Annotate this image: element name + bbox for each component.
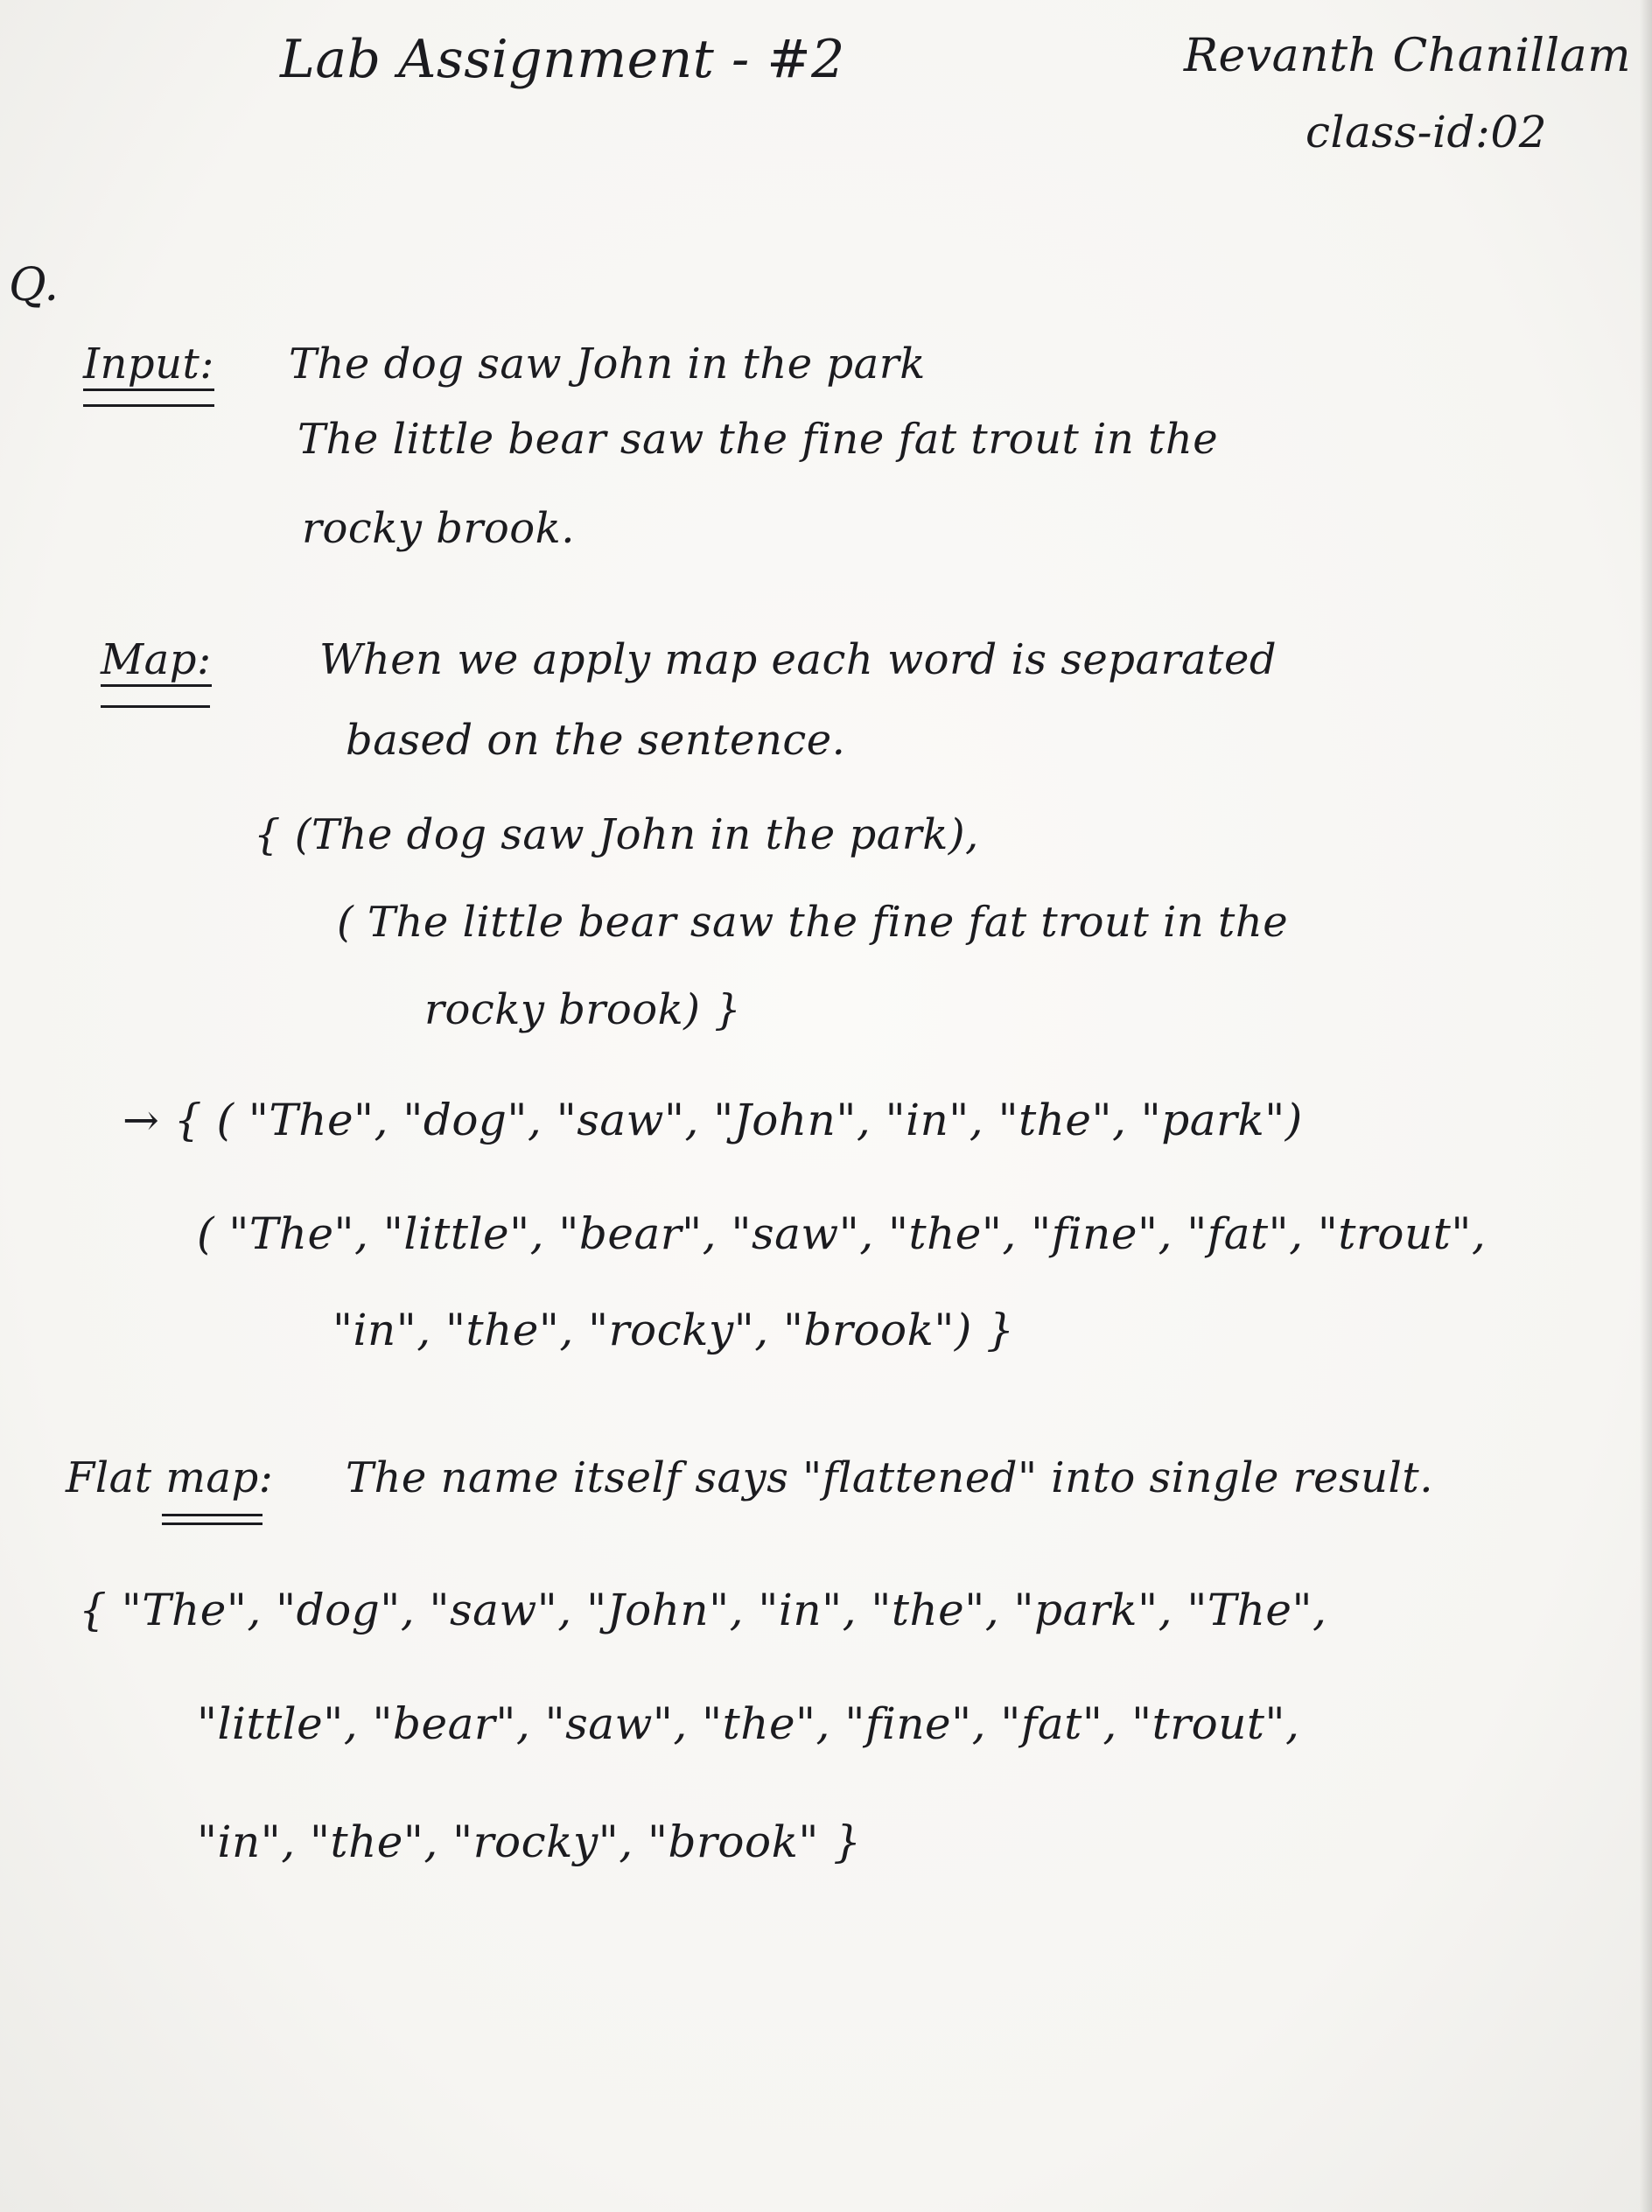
class-id: class-id:02 — [1306, 107, 1547, 158]
map-description-line: When we apply map each word is separated — [319, 635, 1278, 684]
flat-map-token-line: { "The", "dog", "saw", "John", "in", "the", "park", "The", — [79, 1585, 1327, 1635]
flat-map-token-line: "little", "bear", "saw", "the", "fine", "fat", "trout", — [197, 1698, 1300, 1749]
map-sentence-line: { (The dog saw John in the park), — [254, 810, 979, 859]
page-edge-shadow — [1640, 0, 1652, 2212]
flat-map-label-underline — [162, 1514, 262, 1516]
map-token-line: ( "The", "little", "bear", "saw", "the", "fine", "fat", "trout", — [197, 1208, 1487, 1259]
flat-map-label: Flat map: — [66, 1453, 274, 1502]
map-sentence-line: rocky brook) } — [424, 985, 742, 1034]
map-sentence-line: ( The little bear saw the fine fat trout in the — [337, 898, 1289, 947]
flat-map-label-underline-2 — [162, 1522, 262, 1525]
author-name: Revanth Chanillam — [1183, 30, 1631, 82]
map-label-underline — [101, 705, 210, 708]
question-marker: Q. — [9, 259, 60, 312]
map-token-line: "in", "the", "rocky", "brook") } — [332, 1305, 1015, 1355]
page-title: Lab Assignment - #2 — [280, 29, 845, 90]
map-description-line: based on the sentence. — [346, 716, 846, 765]
input-line: rocky brook. — [302, 504, 575, 553]
input-line: The little bear saw the fine fat trout in the — [298, 415, 1219, 464]
input-label: Input: — [83, 343, 214, 391]
input-label-underline — [83, 404, 214, 407]
map-label: Map: — [101, 639, 212, 687]
input-line: The dog saw John in the park — [289, 340, 926, 388]
map-token-line: → { ( "The", "dog", "saw", "John", "in", "the", "park") — [122, 1095, 1303, 1145]
flat-map-token-line: "in", "the", "rocky", "brook" } — [197, 1816, 862, 1867]
flat-map-description: The name itself says "flattened" into single result. — [346, 1453, 1433, 1502]
